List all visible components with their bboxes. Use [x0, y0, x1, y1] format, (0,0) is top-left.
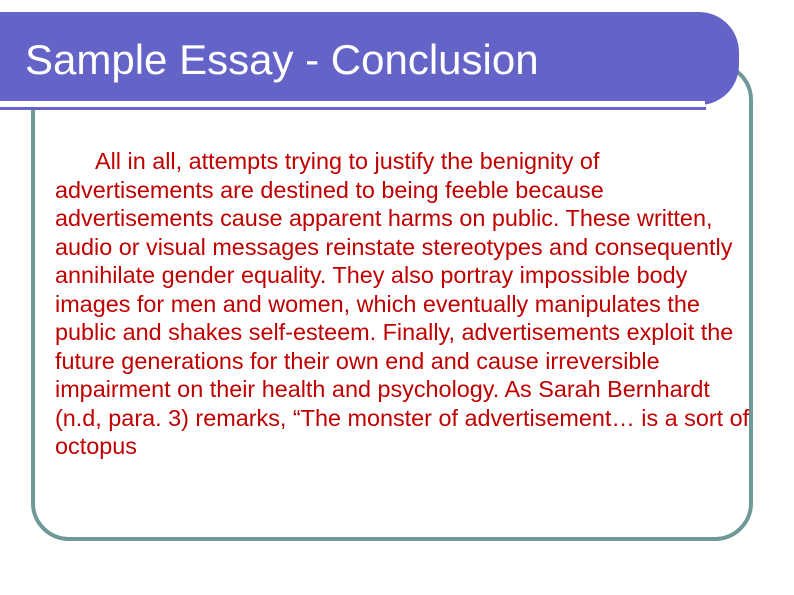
title-divider-shadow [0, 107, 706, 110]
slide-title: Sample Essay - Conclusion [25, 36, 539, 83]
conclusion-paragraph: All in all, attempts trying to justify the benignity of advertisements are destined to being feeble because advertisements cause apparent harms on public. These written, audio or visual messages reinstate stereotypes and consequently annihilate gender equality. They also portray impossible body images for men and women, which eventually manipulates the public and shakes self-esteem. Finally, advertisements exploit the future generations for their own end and cause irreversible impairment on their health and psychology. As Sarah Bernhardt (n.d, para. 3) remarks, “The monster of advertisement… is a sort of octopus [55, 148, 750, 459]
